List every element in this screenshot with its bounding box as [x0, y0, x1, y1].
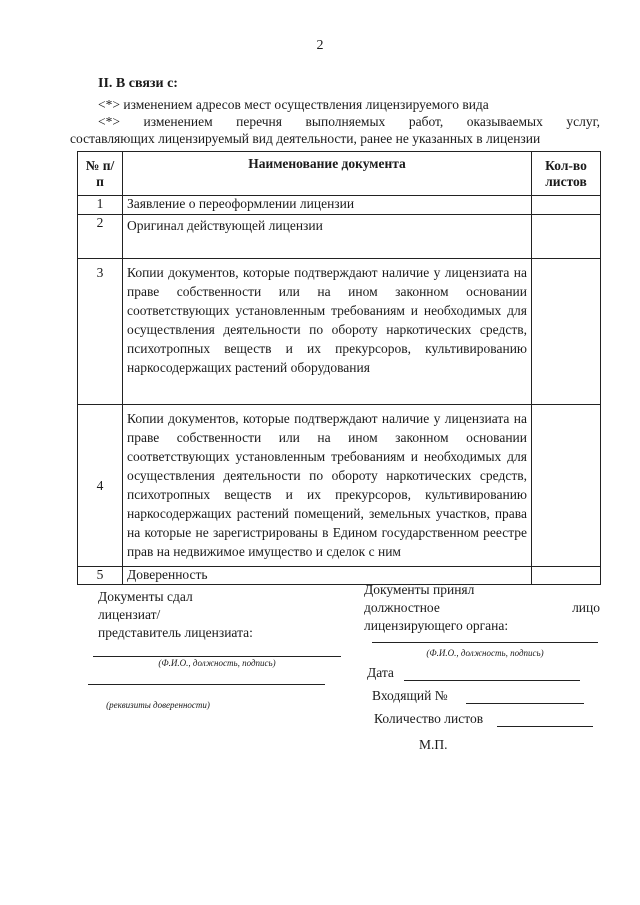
right-line-2a: должностное — [364, 600, 440, 615]
incoming-number-field-line[interactable] — [466, 703, 584, 704]
proxy-details-caption: (реквизиты доверенности) — [106, 700, 210, 710]
row-qty — [532, 259, 601, 405]
date-field-line[interactable] — [404, 680, 580, 681]
right-line-1: Документы принял — [364, 582, 475, 597]
row-text-content: Копии документов, которые подтверждают наличие у лицензиата на праве собственности или на ином законном основании соответствующих установленным требованиям и необходимых для осуществления деятельности по обороту наркотических средств, психотропных веществ и их прекурсоров, культивированию наркосодержащих растений помещений, земельных участков, права на которые не зарегистрированы в Едином государственном реестре прав на недвижимое имущество и сделок с ним — [127, 411, 527, 559]
left-line-2: лицензиат/ — [98, 607, 161, 622]
right-line-2 — [364, 599, 600, 617]
sheets-count-field-line[interactable] — [497, 726, 593, 727]
option-works-change-cont: составляющих лицензируемый вид деятельности, ранее не указанных в лицензии — [70, 131, 541, 146]
header-name: Наименование документа — [123, 152, 532, 196]
right-signature-block — [364, 581, 600, 635]
row-num: 5 — [78, 567, 123, 585]
row-text — [123, 259, 532, 405]
section-title: II. В связи с: — [98, 76, 178, 91]
proxy-details-line — [88, 684, 325, 685]
row-num: 4 — [78, 405, 123, 567]
row-text: Доверенность — [123, 567, 532, 585]
row-text-content: Копии документов, которые подтверждают наличие у лицензиата на праве собственности или на ином законном основании соответствующих установленным требованиям и необходимых для осуществления деятельности по обороту наркотических средств, психотропных веществ и их прекурсоров, культивированию наркосодержащих растений оборудования — [127, 265, 527, 375]
right-line-3: лицензирующего органа: — [364, 618, 509, 633]
row-qty — [532, 196, 601, 215]
left-line-3: представитель лицензиата: — [98, 625, 253, 640]
header-qty: Кол-во листов — [532, 152, 601, 196]
table-row — [78, 215, 601, 259]
right-name-caption: (Ф.И.О., должность, подпись) — [426, 648, 544, 658]
table-row — [78, 405, 601, 567]
left-line-1: Документы сдал — [98, 589, 193, 604]
date-label: Дата — [367, 665, 394, 680]
right-name-signature-line — [372, 642, 598, 643]
row-num: 2 — [78, 215, 123, 259]
incoming-number-label: Входящий № — [372, 688, 448, 703]
table-header-row — [78, 152, 601, 196]
row-num: 3 — [78, 259, 123, 405]
row-qty — [532, 405, 601, 567]
page-number: 2 — [316, 38, 324, 53]
sheets-count-label: Количество листов — [374, 711, 484, 726]
row-text: Заявление о переоформлении лицензии — [123, 196, 532, 215]
documents-table — [77, 151, 601, 585]
row-qty — [532, 215, 601, 259]
option-address-change: <*> изменением адресов мест осуществления лицензируемого вида — [98, 97, 489, 112]
table-row — [78, 259, 601, 405]
row-text: Оригинал действующей лицензии — [123, 215, 532, 259]
row-text — [123, 405, 532, 567]
left-name-signature-line — [93, 656, 341, 657]
option-works-change: <*> изменением перечня выполняемых работ, оказываемых услуг, — [98, 114, 600, 129]
table-row — [78, 196, 601, 215]
right-line-2b: лицо — [572, 600, 600, 615]
seal-label: М.П. — [419, 737, 448, 752]
left-name-caption: (Ф.И.О., должность, подпись) — [158, 658, 276, 668]
header-num: № п/п — [78, 152, 123, 196]
left-signature-block — [98, 588, 253, 642]
row-num: 1 — [78, 196, 123, 215]
